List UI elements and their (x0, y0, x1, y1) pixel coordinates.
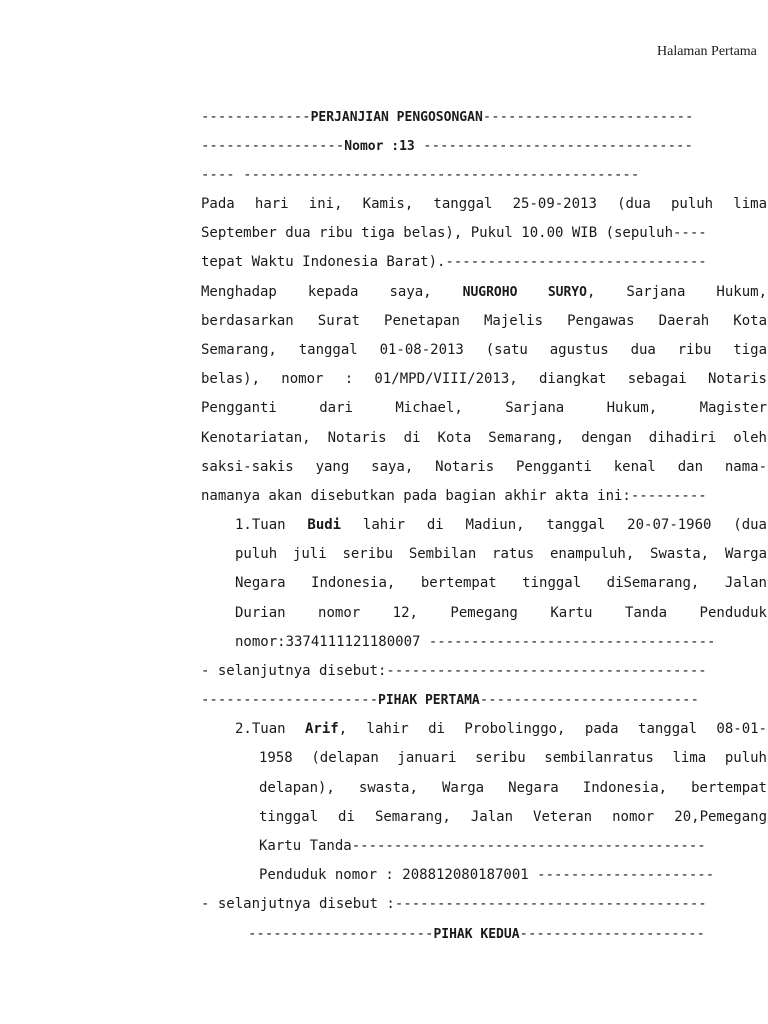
text-fragment: , Sarjana Hukum, (586, 284, 767, 300)
number-line (201, 136, 693, 157)
text-line: Kartu Tanda------------------------------------------ (259, 838, 706, 854)
party-1-heading (201, 690, 699, 711)
dash-run: ----------------- (201, 138, 345, 154)
party-1-label: PIHAK PERTAMA (378, 693, 480, 708)
text-fragment: Menghadap kepada saya, (201, 284, 463, 300)
text-line: Pengganti dari Michael, Sarjana Hukum, Magister (201, 400, 767, 416)
party-2-name: Arif (304, 721, 339, 737)
party-2-heading (248, 924, 705, 945)
dash-run: -------------------------------- (414, 138, 693, 154)
text-line (201, 282, 767, 303)
party-1-line (235, 515, 767, 535)
text-line: Semarang, tanggal 01-08-2013 (satu agustus dua ribu tiga (201, 342, 767, 358)
text-line: - selanjutnya disebut:-------------------------------------- (201, 663, 707, 679)
text-line: puluh juli seribu Sembilan ratus enampuluh, Swasta, Warga (235, 546, 767, 562)
deed-title: PERJANJIAN PENGOSONGAN (310, 110, 483, 125)
page-label: Halaman Pertama (657, 44, 757, 59)
party-2-line (235, 719, 767, 739)
party-2-label: PIHAK KEDUA (433, 927, 520, 942)
text-fragment: 2.Tuan (235, 721, 305, 737)
text-line: Pada hari ini, Kamis, tanggal 25-09-2013 (dua puluh lima (201, 196, 767, 212)
text-line: berdasarkan Surat Penetapan Majelis Pengawas Daerah Kota (201, 313, 767, 329)
text-line: delapan), swasta, Warga Negara Indonesia, bertempat (259, 780, 767, 796)
text-line: 1958 (delapan januari seribu sembilanratus lima puluh (259, 750, 767, 766)
dash-run: ------------- (201, 109, 311, 125)
party-1-name: Budi (307, 517, 342, 533)
text-line: Negara Indonesia, bertempat tinggal diSemarang, Jalan (235, 575, 767, 591)
text-fragment: , lahir di Probolinggo, pada tanggal 08-01- (338, 721, 767, 737)
text-line: September dua ribu tiga belas), Pukul 10.00 WIB (sepuluh---- (201, 225, 707, 241)
text-fragment: lahir di Madiun, tanggal 20-07-1960 (dua (341, 517, 767, 533)
deed-number: Nomor :13 (344, 139, 415, 154)
text-line: namanya akan disebutkan pada bagian akhir akta ini:--------- (201, 488, 707, 504)
text-line: nomor:3374111121180007 ---------------------------------- (235, 634, 716, 650)
dash-run: --------------------- (201, 692, 379, 708)
title-line (201, 107, 693, 128)
dash-run: ------------------------- (482, 109, 694, 125)
notary-name: NUGROHO SURYO (462, 285, 587, 300)
text-line: Penduduk nomor : 208812080187001 --------------------- (259, 867, 715, 883)
text-line: - selanjutnya disebut :------------------------------------- (201, 896, 707, 912)
text-line: tepat Waktu Indonesia Barat).------------------------------- (201, 254, 707, 270)
text-line: Durian nomor 12, Pemegang Kartu Tanda Penduduk (235, 605, 767, 621)
dash-run: ---------------------- (519, 926, 705, 942)
dash-run: ---------------------- (248, 926, 434, 942)
text-fragment: 1.Tuan (235, 517, 308, 533)
dash-run: -------------------------- (479, 692, 699, 708)
text-line: belas), nomor : 01/MPD/VIII/2013, diangkat sebagai Notaris (201, 371, 767, 387)
text-line: Kenotariatan, Notaris di Kota Semarang, dengan dihadiri oleh (201, 430, 767, 446)
text-line: saksi-sakis yang saya, Notaris Pengganti kenal dan nama- (201, 459, 767, 475)
text-line: tinggal di Semarang, Jalan Veteran nomor 20,Pemegang (259, 809, 767, 825)
separator-line: ---- ----------------------------------------------- (201, 167, 640, 183)
